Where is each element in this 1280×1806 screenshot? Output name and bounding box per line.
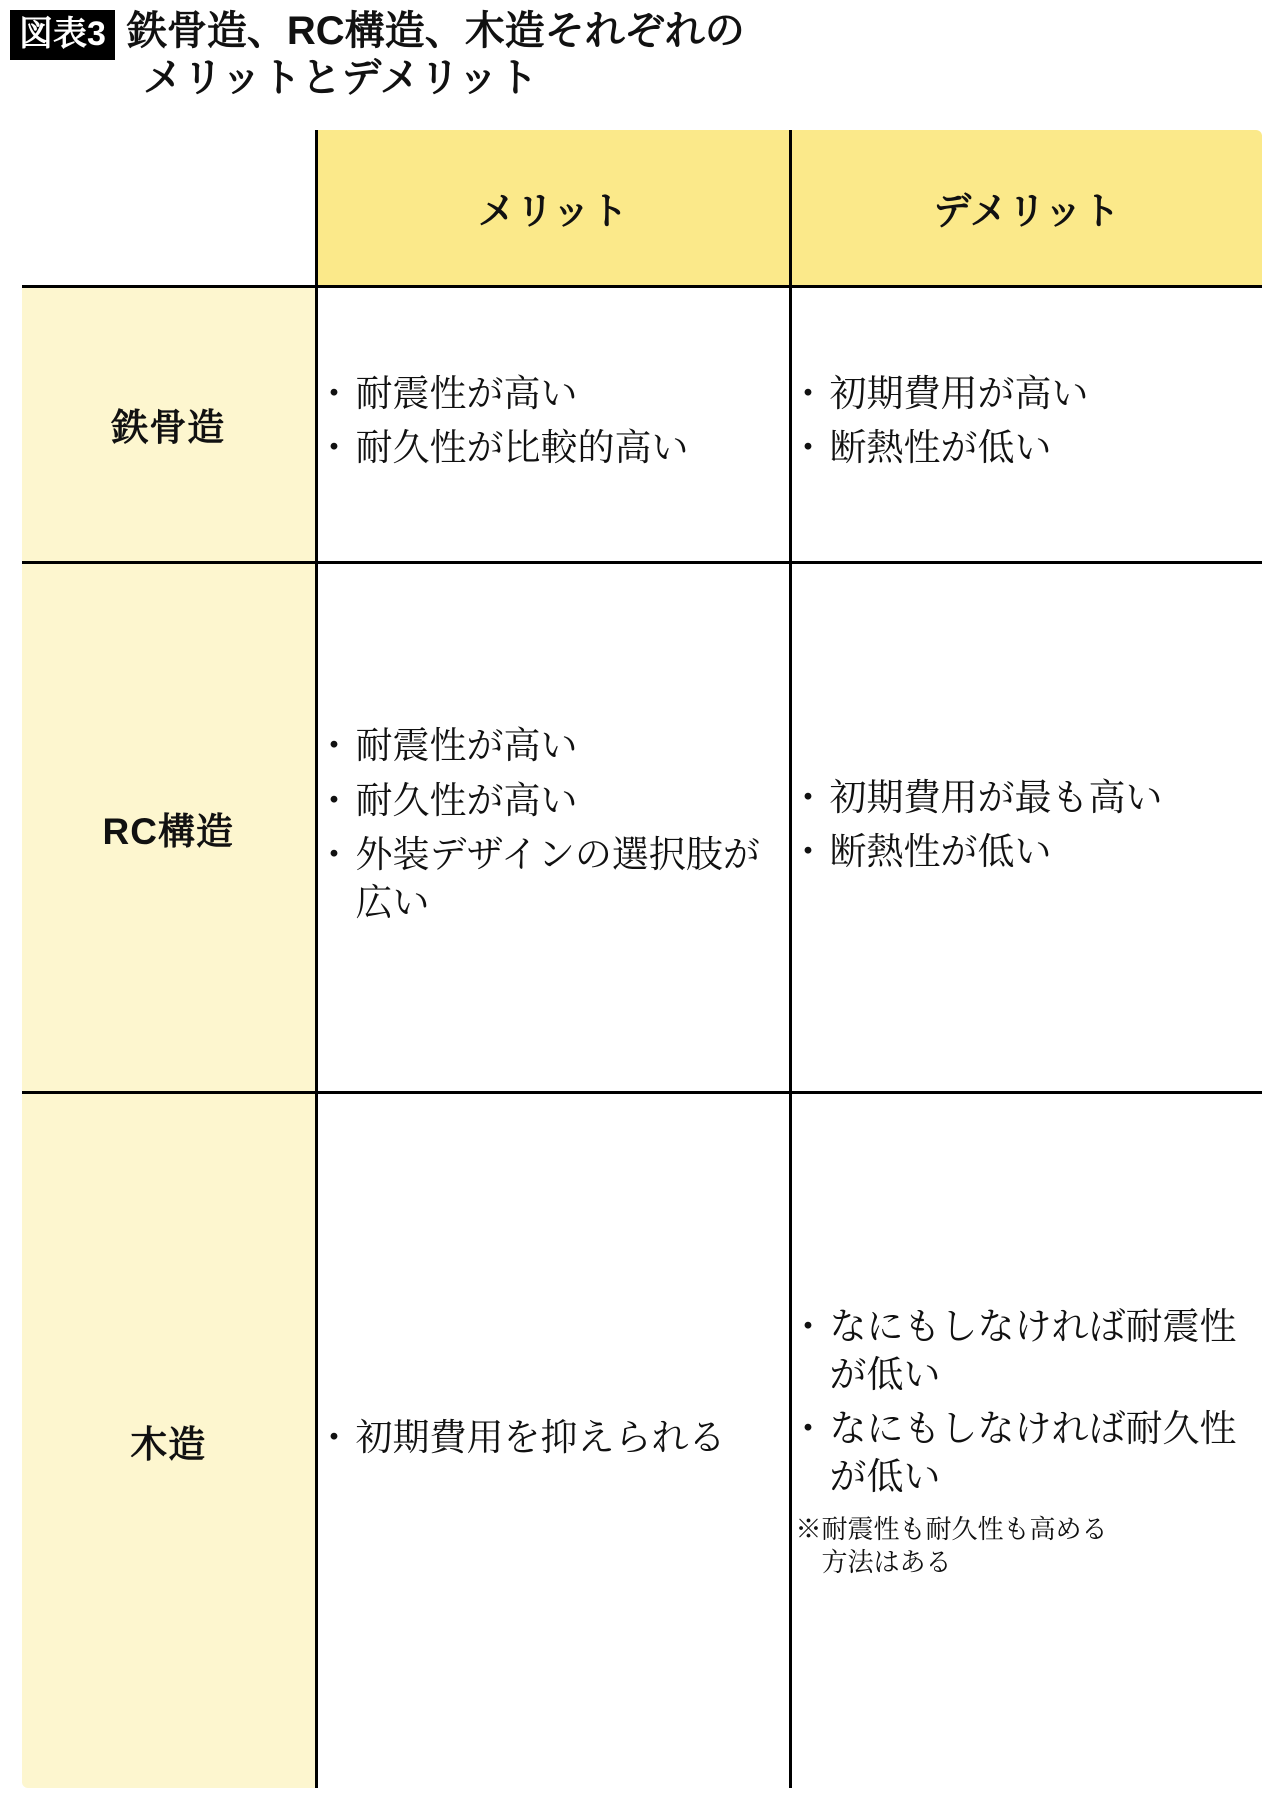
figure-title-block	[10, 8, 1260, 102]
list-item: ・ 断熱性が低い	[792, 424, 1263, 472]
list-item: ・ 断熱性が低い	[792, 828, 1263, 876]
list-item: ・ なにもしなければ耐久性が低い	[792, 1405, 1263, 1501]
table-header-row	[20, 128, 1264, 286]
table-row	[20, 286, 1264, 562]
list-item: ・ 外装デザインの選択肢が広い	[318, 831, 789, 927]
footnote-line-1: ※耐震性も耐久性も高める	[795, 1514, 1108, 1545]
column-header-merit: メリット	[316, 128, 790, 286]
table-row	[20, 1093, 1264, 1790]
bullet-list	[318, 722, 789, 926]
bullet-list	[792, 774, 1263, 876]
footnote	[792, 1513, 1263, 1580]
row-label-rc: RC構造	[20, 562, 316, 1092]
table-header	[20, 128, 1264, 286]
cell-steel-demerit	[790, 286, 1264, 562]
row-label-wood: 木造	[20, 1093, 316, 1790]
list-item: ・ 耐久性が比較的高い	[318, 424, 789, 472]
bullet-list	[792, 1303, 1263, 1501]
title-line-2: メリットとデメリット	[142, 56, 539, 101]
figure-number-badge: 図表3	[10, 10, 115, 60]
bullet-list	[318, 1414, 789, 1462]
list-item: ・ なにもしなければ耐震性が低い	[792, 1303, 1263, 1399]
list-item: ・ 耐震性が高い	[318, 722, 789, 770]
title-line	[10, 8, 1260, 102]
list-item: ・ 初期費用が最も高い	[792, 774, 1263, 822]
table-corner-cell	[20, 128, 316, 286]
cell-wood-demerit	[790, 1093, 1264, 1790]
table-body	[20, 286, 1264, 1790]
page-title	[127, 8, 1260, 102]
comparison-table-container	[18, 126, 1262, 1792]
bullet-list	[792, 370, 1263, 472]
column-header-demerit: デメリット	[790, 128, 1264, 286]
cell-wood-merit	[316, 1093, 790, 1790]
list-item: ・ 耐震性が高い	[318, 370, 789, 418]
bullet-list	[318, 370, 789, 472]
row-label-steel: 鉄骨造	[20, 286, 316, 562]
comparison-table	[18, 126, 1266, 1792]
table-row	[20, 562, 1264, 1092]
cell-rc-merit	[316, 562, 790, 1092]
list-item: ・ 初期費用を抑えられる	[318, 1414, 789, 1462]
cell-steel-merit	[316, 286, 790, 562]
list-item: ・ 初期費用が高い	[792, 370, 1263, 418]
cell-rc-demerit	[790, 562, 1264, 1092]
footnote-line-2: 方法はある	[821, 1547, 952, 1578]
title-line-1: 鉄骨造、RC構造、木造それぞれの	[126, 9, 745, 53]
list-item: ・ 耐久性が高い	[318, 777, 789, 825]
